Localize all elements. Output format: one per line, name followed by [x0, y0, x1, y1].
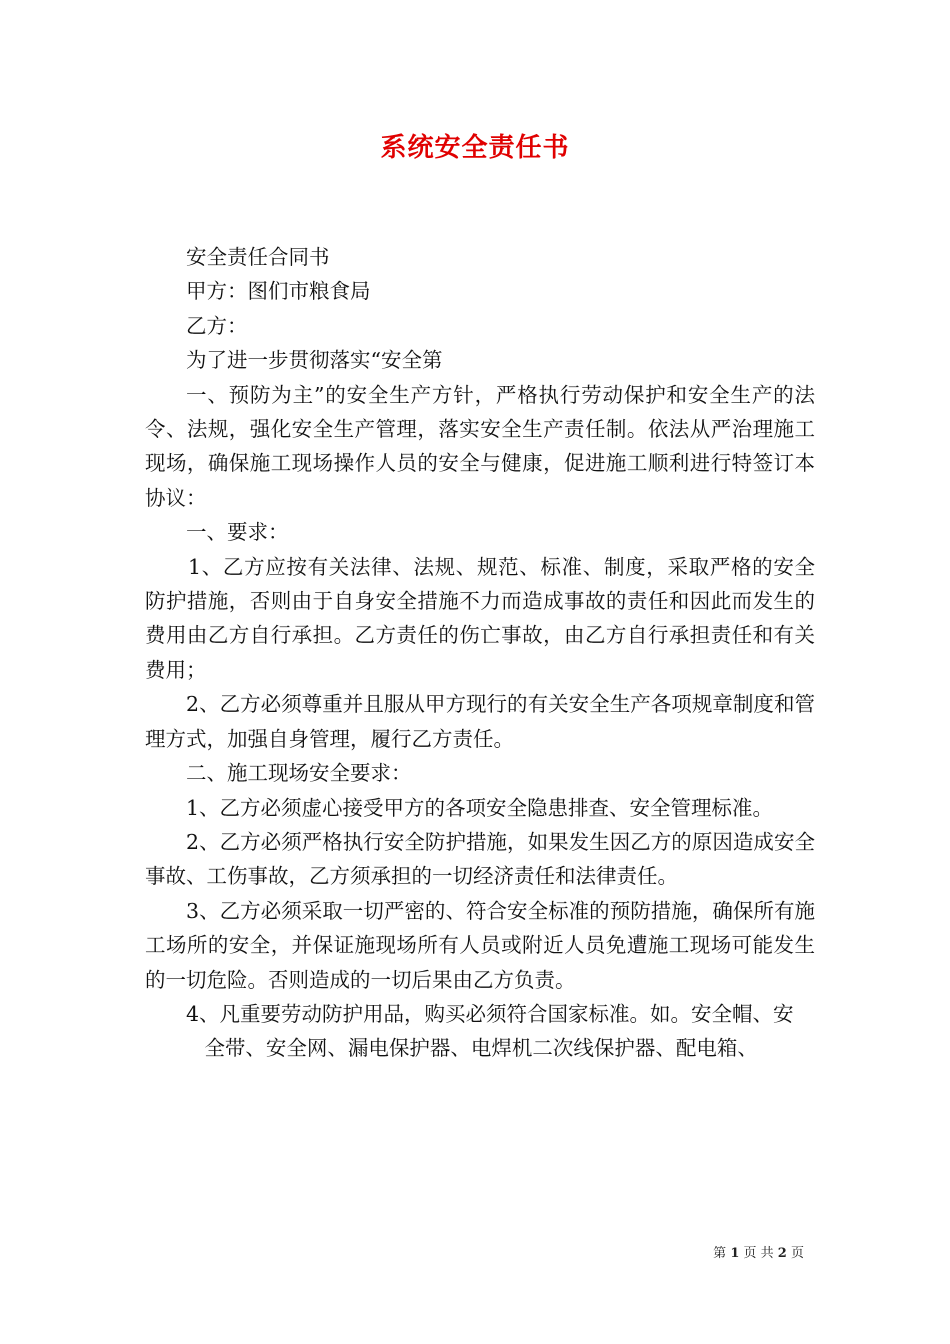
page-footer [713, 1245, 804, 1263]
paragraph: 2、乙方必须尊重并且服从甲方现行的有关安全生产各项规章制度和管理方式，加强自身管理，履行乙方责任。 [145, 692, 815, 751]
paragraph: 一、预防为主”的安全生产方针，严格执行劳动保护和安全生产的法令、法规，强化安全生产管理，落实安全生产责任制。依法从严治理施工现场，确保施工现场操作人员的安全与健康，促进施工顺利进行特签订本协议： [145, 382, 815, 510]
document-body [145, 240, 815, 1066]
section-heading: 二、施工现场安全要求： [186, 761, 412, 786]
paragraph: 1、乙方必须虚心接受甲方的各项安全隐患排查、安全管理标准。 [186, 795, 774, 820]
paragraph: 1、乙方应按有关法律、法规、规范、标准、制度，采取严格的安全防护措施，否则由于自身安全措施不力而造成事故的责任和因此而发生的费用由乙方自行承担。乙方责任的伤亡事故，由乙方自行承担责任和有关费用； [145, 554, 815, 682]
paragraph: 甲方：图们市粮食局 [186, 279, 371, 304]
footer-prefix: 第 [713, 1246, 727, 1261]
current-page-number: 1 [730, 1246, 740, 1261]
paragraph: 4、凡重要劳动防护用品，购买必须符合国家标准。如。安全帽、安 [186, 1001, 794, 1026]
document-title: 系统安全责任书 [380, 133, 570, 163]
section-heading: 一、要求： [186, 520, 289, 545]
total-page-number: 2 [777, 1246, 787, 1261]
paragraph: 为了进一步贯彻落实“安全第 [186, 348, 443, 373]
paragraph: 安全责任合同书 [186, 245, 330, 269]
footer-middle: 页 共 [743, 1246, 774, 1261]
paragraph: 3、乙方必须采取一切严密的、符合安全标准的预防措施，确保所有施工场所的安全，并保证施现场所有人员或附近人员免遭施工现场可能发生的一切危险。否则造成的一切后果由乙方负责。 [145, 898, 815, 992]
paragraph: 乙方： [186, 313, 248, 338]
paragraph: 2、乙方必须严格执行安全防护措施，如果发生因乙方的原因造成安全事故、工伤事故，乙方须承担的一切经济责任和法律责任。 [145, 829, 815, 889]
footer-suffix: 页 [790, 1246, 804, 1261]
paragraph: 全带、安全网、漏电保护器、电焊机二次线保护器、配电箱、 [204, 1036, 758, 1061]
